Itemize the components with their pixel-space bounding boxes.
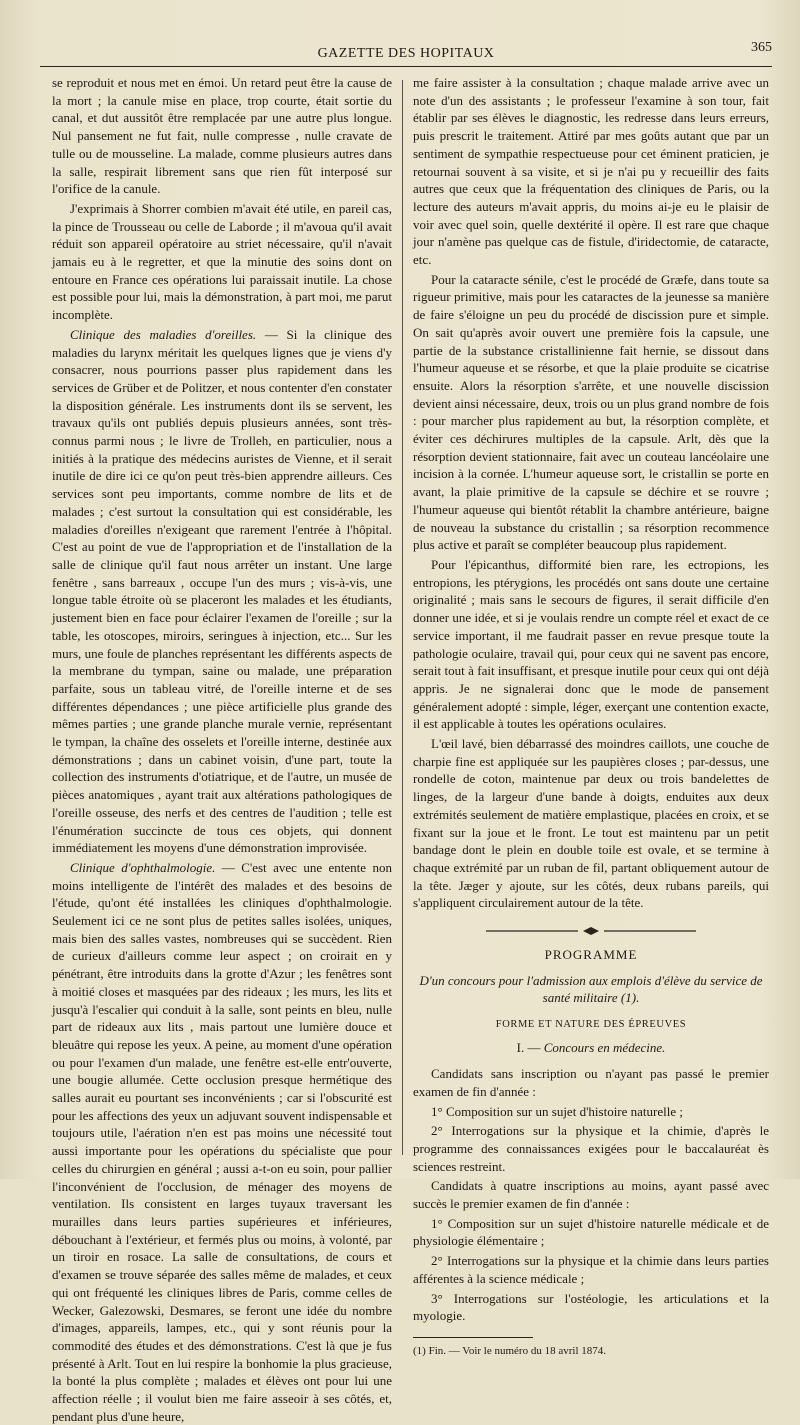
programme-subtitle: D'un concours pour l'admission aux emplois d'élève du service de santé militaire (1). [419, 972, 763, 1005]
ornamental-rule [486, 926, 696, 936]
section-ear-clinic [52, 326, 392, 857]
section-text-ear-clinic: — Si la clinique des maladies du larynx méritait les quelques lignes que je viens d'y consacrer, nous pourrions passer plus rapidement dans les services de Grüber et de Politzer, et nous contenter d'en constater la disposition générale. Les instruments dont ils se servent, les travaux qu'ils ont publiés depuis plusieurs années, sont très-connus parmi nous ; le livre de Trolleh, en particulier, nous a initiés à la pratique des médecins auristes de Vienne, et il serait inutile de dire ici ce qu'on peut très-bien apprendre ailleurs. Ces services sont peu importants, comme nombre de lits et de malades ; c'est surtout la consultation qui est considérable, les maladies d'oreilles n'exigeant que rarement l'entrée à l'hôpital. C'est au point de vue de l'appropriation et de l'installation de la salle de clinique qu'il faut nous arrêter un instant. Une large fenêtre , sans barreaux , occupe l'un des murs ; vis-à-vis, une longue table étroite où se placeront les malades et les étudiants, justement bien en face pour éclairer l'examen de l'oreille ; sur la table, les otoscopes, miroirs, seringues à injection, etc... Sur les murs, une foule de planches représentant les différents aspects de la membrane du tympan, saine ou malade, une préparation parfaite, sous un tableau vitré, de l'oreille interne et de ses différentes dépendances ; une pièce artificielle plus grande des mêmes parties ; une grande planche murale vernie, représentant le tympan, la chaîne des osselets et l'oreille interne, destinée aux démonstrations ; dans un cabinet voisin, d'une part, toute la collection des instruments d'otiatrique, et de l'autre, un musée de pièces anatomiques , ayant trait aux altérations pathologiques de l'oreille osseuse, des nerfs et des centres de l'audition ; telle est l'énumération succincte de tous ces objets, qui donnent immédiatement les moyens d'une démonstration improvisée. [52, 326, 392, 856]
paragraph-dressing: L'œil lavé, bien débarrassé des moindres caillots, une couche de charpie fine est appliquée sur les paupières closes ; par-dessus, une rondelle de coton, maintenue par deux ou trois bandelettes de linges, de la largeur d'une bande à doigts, enduites aux deux extrémités seulement de matière emplastique, placées en croix, et se fixant sur la joue et le front. Le tout est maintenu par un petit bandage dont le plein en double toile est ovale, et se termine à chaque extrémité par un ruban de fil, partant obliquement autour de la tête. Jæger y ajoute, sur les côtés, deux rubans pareils, qui s'appliquent circulairement autour de la tête. [413, 736, 769, 911]
exam-item: 1° Composition sur un sujet d'histoire naturelle ; [431, 1103, 683, 1119]
exam-item: 3° Interrogations sur l'ostéologie, les articulations et la myologie. [413, 1290, 769, 1324]
section-title-ear-clinic: Clinique des maladies d'oreilles. [70, 326, 257, 342]
section-text-ophthalmology: — C'est avec une entente non moins intelligente de l'intérêt des malades et des besoins de l'étude, qu'ont été installées les cliniques d'ophthalmologie. Seulement ici ce ne sont plus de petites salles isolées, uniques, mais bien des salles vastes, nombreuses qui se succèdent. Rien de curieux d'ailleurs comme leur aspect ; on croirait en y pénétrant, être introduits dans la grotte d'Azur ; les fenêtres sont à moitié closes et masquées par des rideaux ; les murs, les lits et jusqu'à l'escalier qui conduit à la salle, sont peints en bleu, nulle part de rideaux aux lits , mais partout une lumière douce et bleuâtre qui repose les yeux. A peine, au moment d'une opération ou pour l'examen d'un malade, une fenêtre est-elle entr'ouverte, une bougie allumée. Cette occlusion presque hermétique des salles aurait eu pourtant ses inconvénients ; car si l'obscurité est pour les affections des yeux un adjuvant souvent indispensable et toujours utile, l'aération n'en est pas moins une nécessité tout aussi importante pour les opérations du spécialiste que pour celles du chirurgien en général ; aussi a-t-on eu soin, pour pallier l'inconvénient de l'occlusion, de ménager des moyens de ventilation. Ils consistent en larges tuyaux traversant les murailles dans leurs parties supérieures et inférieures, débouchant à l'extérieur, et fermés plus ou moins, à volonté, par un tiroir en rosace. La salle de consultations, de cours et d'examen se trouve séparée des salles même de malades, et ceux qui ont fréquenté les cliniques libres de Paris, comme celles de Wecker, Galezowski, Desmares, se feront une idée du nombre d'images, appareils, lampes, etc., qui y sont réunis pour la commodité des études et des démonstrations. C'est là que je fus présenté à Arlt. Tout en lui respire la bonhomie la plus gracieuse, la bonté la plus complète ; malades et élèves ont pour lui une affection réelle ; il voulut bien me faire asseoir à ses côtés, et, pendant plus d'une heure, [52, 859, 392, 1424]
paragraph-continuation: se reproduit et nous met en émoi. Un retard peut être la cause de la mort ; la canule mise en place, trop courte, était sortie du canal, et dut aussitôt être remplacée par une autre plus longue. Nul pansement ne fut fait, nulle compresse , nulle cravate de tulle ou de mousseline. La malade, comme plusieurs autres dans la salle, respirait librement sans que rien fût interposé sur l'orifice de la canule. [52, 75, 392, 197]
column-divider [402, 80, 403, 1155]
section-heading [413, 1039, 769, 1057]
paragraph-epicanthus: Pour l'épicanthus, difformité bien rare, les ectropions, les entropions, les ptérygions, les procédés ont sans doute une certaine originalité ; mais sans le secours de figures, il serait difficile d'en donner une idée, et si je voulais rendre un compte réel et exact de ce service important, il me faudrait passer en revue presque toute la pathologie oculaire, travail qui, pour ceux qui ne savent pas encore, serait tout à fait insuffisant, et presque inutile pour ceux qui ont déjà appris. Je ne signalerai donc que le mode de pansement généralement adopté : simple, léger, exerçant une contention exacte, il est applicable à toutes les opérations oculaires. [413, 556, 769, 732]
paragraph-shorrer: J'exprimais à Shorrer combien m'avait été utile, en pareil cas, la pince de Trousseau ou celle de Laborde ; il m'avoua qu'il avait réduit son appareil opératoire au striet nécessaire, qu'il n'avait jamais eu à le regretter, et que la minutie des soins dont on entoure en France ces opérations lui paraissait inutile. La chose est possible pour lui, mais la démonstration, à part moi, me parut incomplète. [52, 200, 392, 323]
section-title-ophthalmology: Clinique d'ophthalmologie. [70, 859, 216, 875]
running-title: GAZETTE DES HOPITAUX [317, 46, 495, 61]
section-title: Concours en médecine. [543, 1040, 666, 1056]
forme-heading: FORME ET NATURE DES ÉPREUVES [495, 1018, 687, 1030]
page-number: 365 [751, 40, 772, 55]
exam-item: 1° Composition sur un sujet d'histoire naturelle médicale et de physiologie élémentaire ; [413, 1215, 769, 1249]
left-column [52, 74, 392, 1425]
footnote: (1) Fin. — Voir le numéro du 18 avril 1874. [413, 1345, 606, 1357]
programme-title: PROGRAMME [544, 947, 638, 963]
footnote-rule [413, 1337, 533, 1338]
paragraph-consultation: me faire assister à la consultation ; chaque malade arrive avec un note d'un des assistants ; le professeur l'examine à son tour, fait établir par ses élèves le diagnostic, les redresse dans leurs erreurs, puis prescrit le traitement. Attiré par mes goûts autant que par un sentiment de sympathie respectueuse pour cet éminent praticien, je retournai souvent à sa visite, et si je n'ai pu y recueillir des faits autres que ceux que la fréquentation des cliniques de Paris, ou la lecture des auteurs m'avait appris, du moins ai-je eu le plaisir de voir avec quel soin, quelle dextérité il opère. Il est rare que chaque jour n'amène pas quelque cas de fistule, d'iridectomie, de cataracte, etc. [413, 75, 769, 268]
page-header [40, 38, 772, 67]
right-column [413, 74, 769, 1358]
section-ophthalmology [52, 859, 392, 1425]
exam-item: 2° Interrogations sur la physique et la chimie dans leurs parties afférentes à la science médicale ; [413, 1253, 769, 1286]
candidates-no-inscription: Candidats sans inscription ou n'ayant pas passé le premier examen de fin d'année : [413, 1066, 769, 1099]
paragraph-cataract: Pour la cataracte sénile, c'est le procédé de Græfe, dans toute sa rigueur primitive, mais pour les cataractes de la jeunesse sa manière de faire s'éloigne un peu du procédé de discission pure et simple. On sait qu'après avoir ouvert une première fois la capsule, une partie de la substance cristallinienne fait hernie, se dissout dans l'humeur aqueuse et se résorbe, et que la plaie produite se cicatrise ensuite. Alors la résorption s'arrête, et une nouvelle discission devient ainsi nécessaire, deux, trois ou un plus grand nombre de fois : pour marcher plus rapidement au but, la résorption complète, et éviter ces déchirures multiples de la capsule. Arlt, dès que la résorption devient stationnaire, fait avec un couteau lancéolaire une incision à la cornée. L'humeur aqueuse sort, le cristallin se porte en avant, la plaie primitive de la capsule se déchire et se rouvre ; l'humeur aqueuse qui bientôt rétablit la chambre antérieure, baigne de nouveau la substance du cristallin ; sa résorption recommence plus active et paraît se compléter beaucoup plus rapidement. [413, 271, 769, 553]
candidates-four-inscriptions: Candidats à quatre inscriptions au moins, ayant passé avec succès le premier examen de fin d'année : [413, 1178, 769, 1212]
section-number: I. — [516, 1040, 541, 1056]
exam-item: 2° Interrogations sur la physique et la chimie, d'après le programme des connaissances exigées pour le baccalauréat ès sciences restreint. [413, 1123, 769, 1174]
